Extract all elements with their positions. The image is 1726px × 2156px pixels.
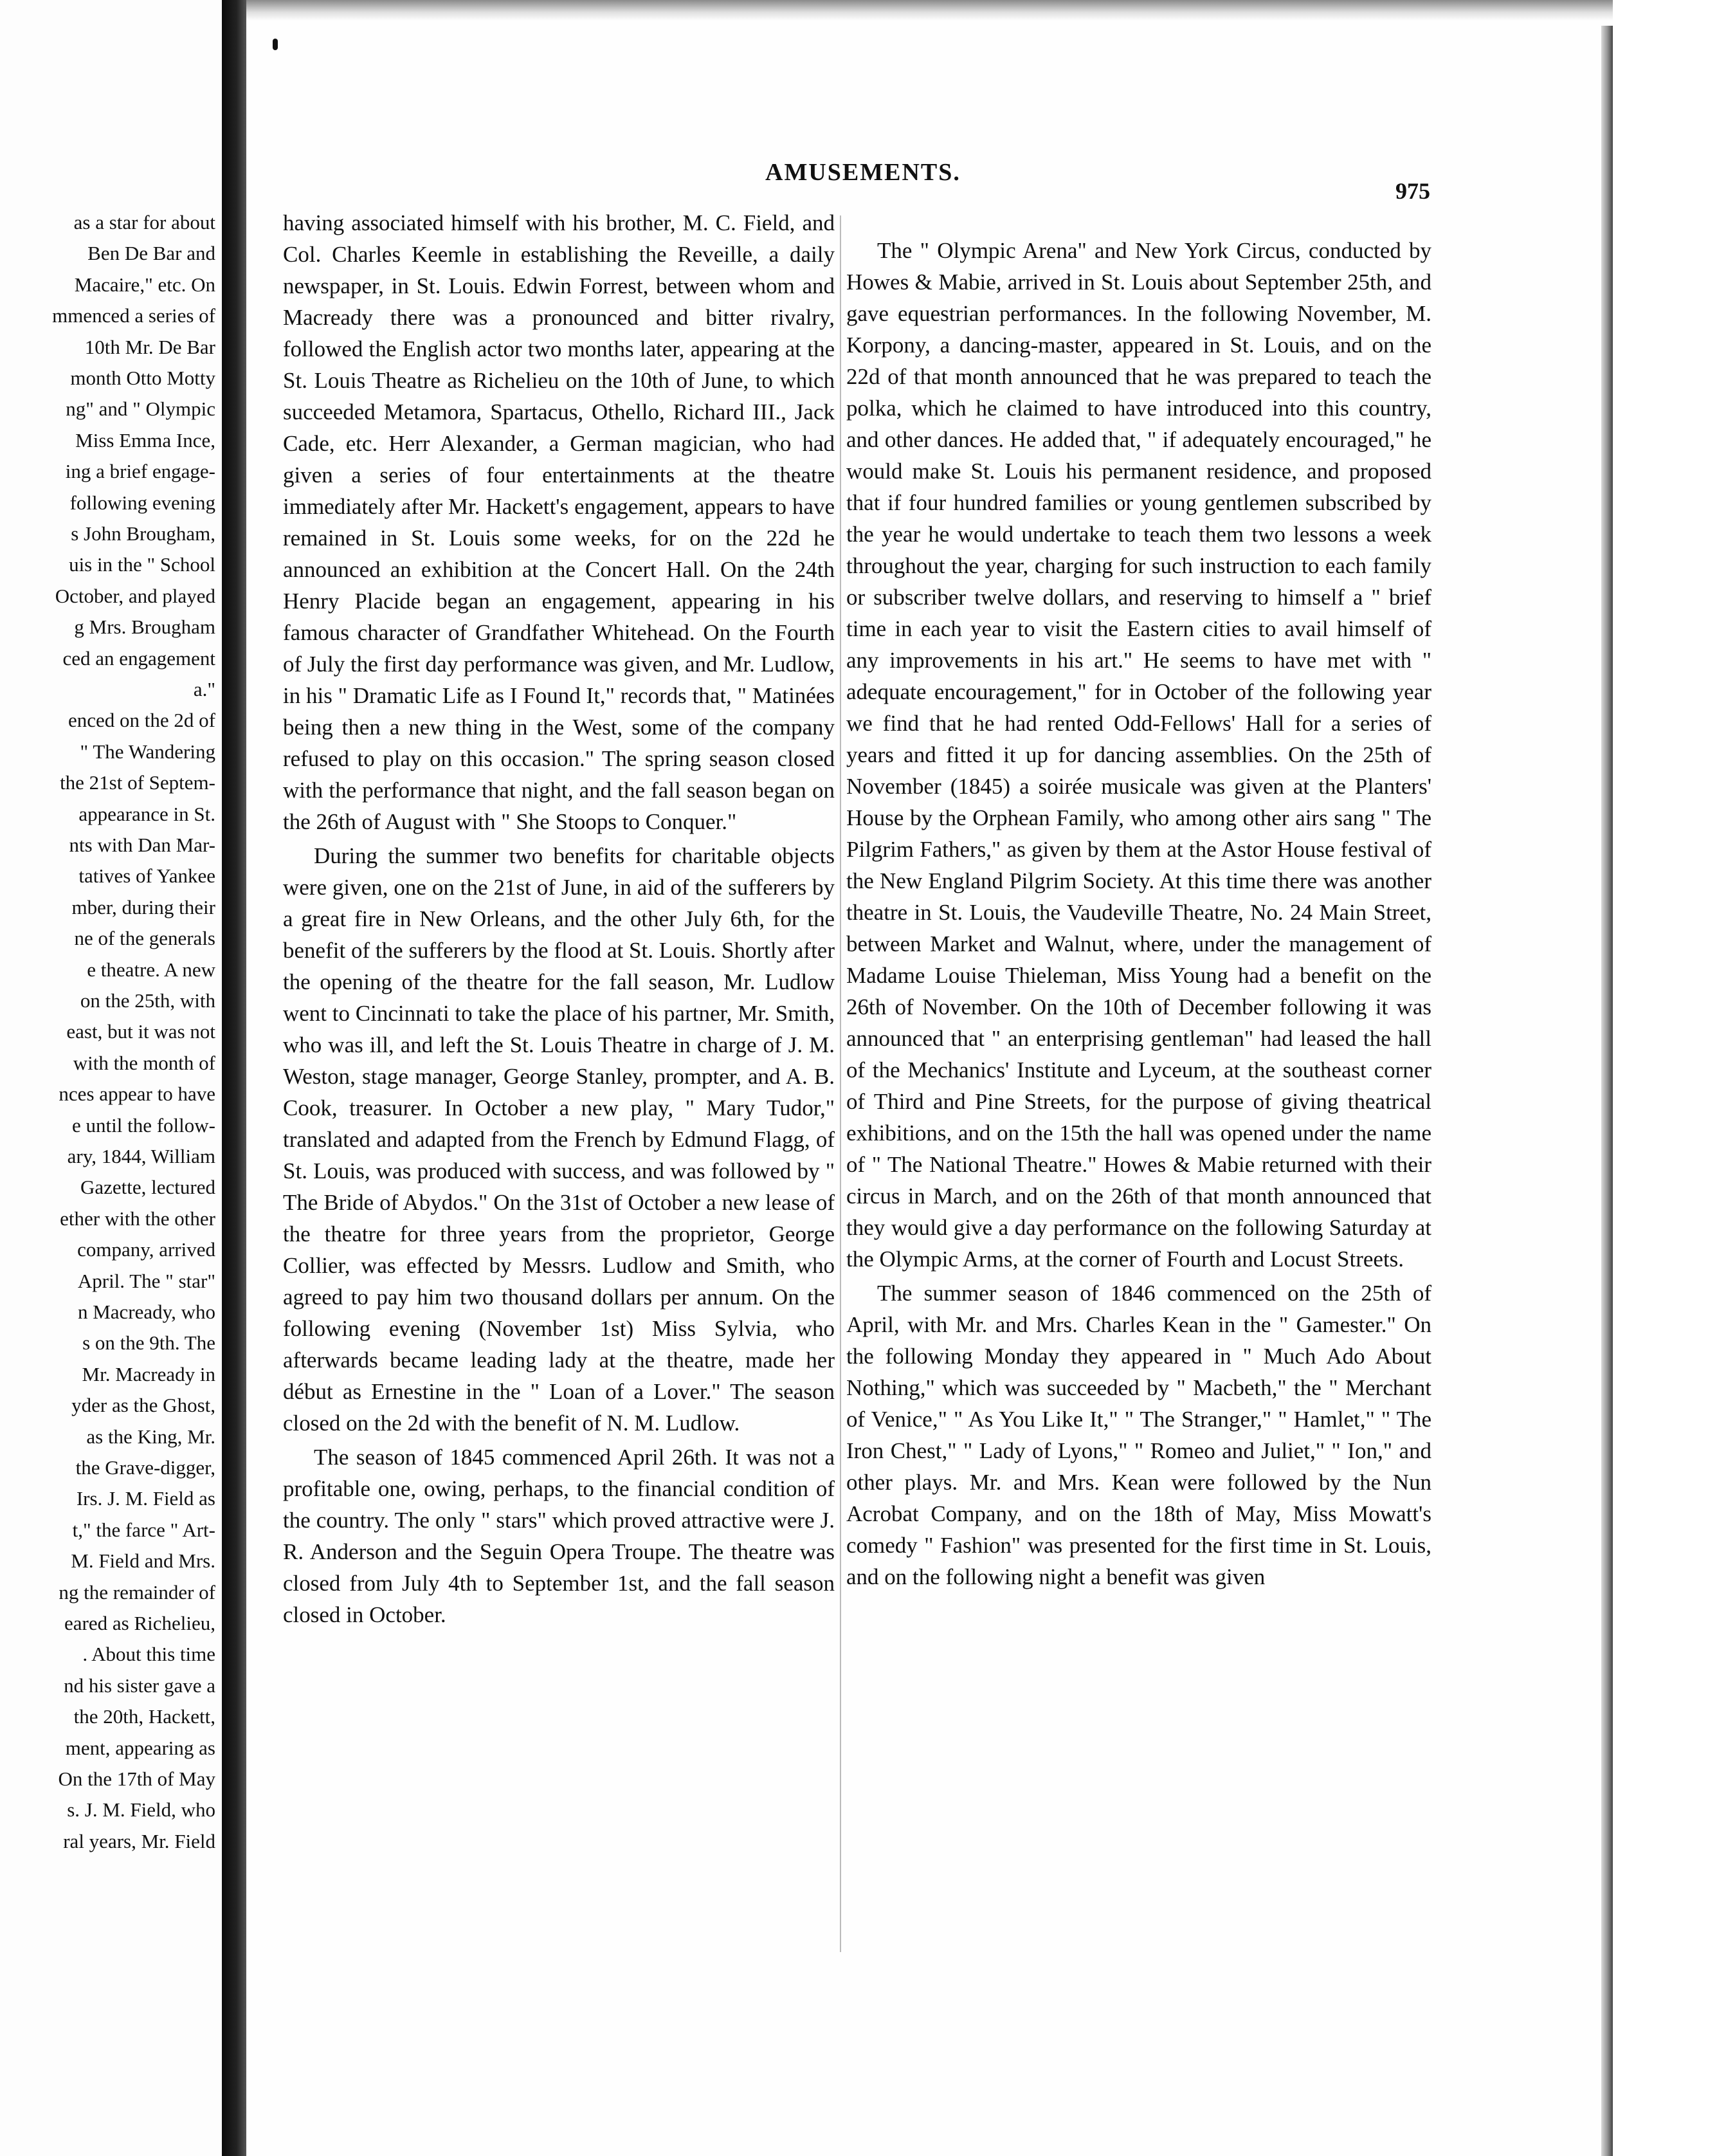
previous-page-line: ment, appearing as <box>65 1736 215 1759</box>
previous-page-line: M. Field and Mrs. <box>71 1549 215 1573</box>
previous-page-line: nd his sister gave a <box>64 1674 215 1697</box>
previous-page-line: ary, 1844, William <box>67 1145 215 1167</box>
previous-page-line: Miss Emma Ince, <box>75 428 215 452</box>
previous-page-line: Ben De Bar and <box>87 242 215 265</box>
previous-page-line: ne of the generals <box>74 927 215 950</box>
paragraph: The " Olympic Arena" and New York Circus, conducted by Howes & Mabie, arrived in St. Louis about September 25th, and gave equestrian performances. In the following November, M. Korpony, a dancing-master, appeared in St. Louis, and on the 22d of that month announced that he was prepared to teach the polka, which he claimed to have introduced into this country, and other dances. He added that, " if adequately encouraged," he would make St. Louis his permanent residence, and proposed that if four hundred families or young gentlemen subscribed by the year he would undertake to teach them two lessons a week throughout the year, charging for such instruction to each family or subscriber twelve dollars, and reserving to himself a " brief time in each year to visit the Eastern cities to avail himself of any improvements in his art." He seems to have met with " adequate encouragement," for in October of the following year we find that he had rented Odd-Fellows' Hall for a series of years and fitted it up for dancing assemblies. On the 25th of November (1845) a soirée musicale was given at the Planters' House by the Orphean Family, who among other airs sang " The Pilgrim Fathers," as given by them at the Astor House festival of the New England Pilgrim Society. At this time there was another theatre in St. Louis, the Vaudeville Theatre, No. 24 Main Street, between Market and Walnut, where, under the management of Madame Louise Thieleman, Miss Young had a benefit on the 26th of November. On the 10th of December following it was announced that " an enterprising gentleman" had leased the hall of the Mechanics' Institute and Lyceum, at the southeast corner of Third and Pine Streets, for the purpose of giving theatrical exhibitions, and on the 15th the hall was opened under the name of " The National Theatre." Howes & Mabie returned with their circus in March, and on the 26th of that month announced that they would give a day performance on the following Saturday at the Olympic Arms, at the corner of Fourth and Locust Streets. <box>846 238 1431 1272</box>
previous-page-line: company, arrived <box>77 1238 215 1261</box>
previous-page-line: the Grave-digger, <box>75 1456 215 1479</box>
previous-page-line: e theatre. A new <box>87 958 215 981</box>
previous-page-line: Irs. J. M. Field as <box>76 1487 215 1510</box>
ink-mark <box>273 39 278 50</box>
paragraph: having associated himself with his brother, M. C. Field, and Col. Charles Keemle in establishing the Reveille, a daily newspaper, in St. Louis. Edwin Forrest, between whom and Macready there was a pronounced and bitter rivalry, followed the English actor two months later, appearing at the St. Louis Theatre as Richelieu on the 10th of June, to which succeeded Metamora, Spartacus, Othello, Richard III., Jack Cade, etc. Herr Alexander, a German magician, who had given a series of four entertainments at the theatre immediately after Mr. Hackett's engagement, appears to have remained in St. Louis some weeks, for on the 22d he announced an exhibition at the Concert Hall. On the 24th Henry Placide began an engagement, appearing in his famous character of Grandfather Whitehead. On the Fourth of July the first day performance was given, and Mr. Ludlow, in his " Dramatic Life as I Found It," records that, " Matinées being then a new thing in the West, some of the company refused to play on this occasion." The spring season closed with the performance that night, and the fall season began on the 26th of August with " She Stoops to Conquer." <box>283 210 835 834</box>
previous-page-line: the 20th, Hackett, <box>73 1705 215 1728</box>
previous-page-line: following evening <box>69 491 215 514</box>
previous-page-line: n Macready, who <box>77 1301 215 1323</box>
previous-page-line: yder as the Ghost, <box>71 1394 215 1417</box>
page-number: 975 <box>1395 178 1430 204</box>
running-header-title: AMUSEMENTS. <box>765 159 961 186</box>
previous-page-line: s. J. M. Field, who <box>67 1798 215 1822</box>
previous-page-line: as the King, Mr. <box>86 1425 215 1448</box>
previous-page-line: enced on the 2d of <box>68 709 215 732</box>
previous-page-line: mmenced a series of <box>52 304 215 327</box>
previous-page-line: s on the 9th. The <box>82 1331 215 1355</box>
previous-page-line: with the month of <box>73 1051 215 1074</box>
previous-page-line: s John Brougham, <box>71 522 215 545</box>
previous-page-line: ng the remainder of <box>59 1580 215 1603</box>
page-top-shadow <box>246 0 1613 21</box>
previous-page-line: mber, during their <box>71 895 215 918</box>
previous-page-line: as a star for about <box>73 211 215 233</box>
previous-page-line: " The Wandering <box>80 740 215 763</box>
previous-page-line: the 21st of Septem- <box>60 771 215 794</box>
previous-page-fragment <box>0 0 222 2156</box>
previous-page-line: a." <box>193 678 215 700</box>
previous-page-line: g Mrs. Brougham <box>74 616 215 639</box>
previous-page-line: ced an engagement <box>62 646 215 670</box>
previous-page-line: On the 17th of May <box>58 1768 215 1790</box>
right-text-column <box>846 235 1431 1593</box>
previous-page-line: nts with Dan Mar- <box>69 834 215 856</box>
paragraph: During the summer two benefits for charitable objects were given, one on the 21st of June, in aid of the sufferers by a great fire in New Orleans, and the other July 6th, for the benefit of the sufferers by the flood at St. Louis. Shortly after the opening of the theatre for the fall season, Mr. Ludlow went to Cincinnati to take the place of his partner, Mr. Smith, who was ill, and left the St. Louis Theatre in charge of J. M. Weston, stage manager, George Stanley, prompter, and A. B. Cook, treasurer. In October a new play, " Mary Tudor," translated and adapted from the French by Edmund Flagg, of St. Louis, was produced with success, and was followed by " The Bride of Abydos." On the 31st of October a new lease of the theatre for three years from the proprietor, George Collier, was effected by Messrs. Ludlow and Smith, who agreed to pay him two thousand dollars per annum. On the following evening (November 1st) Miss Sylvia, who afterwards became leading lady at the theatre, made her début as Ernestine in the " Loan of a Lover." The season closed on the 2d with the benefit of N. M. Ludlow. <box>283 843 835 1436</box>
page-right-edge <box>1601 26 1613 2156</box>
previous-page-line: nces appear to have <box>59 1083 215 1106</box>
previous-page-line: appearance in St. <box>78 802 215 825</box>
previous-page-line: Gazette, lectured <box>80 1176 215 1199</box>
previous-page-line: ing a brief engage- <box>65 460 215 483</box>
paragraph: The season of 1845 commenced April 26th. It was not a profitable one, owing, perhaps, to the financial condition of the country. The only " stars" which proved attractive were J. R. Anderson and the Seguin Opera Troupe. The theatre was closed from July 4th to September 1st, and the fall season closed in October. <box>283 1445 835 1627</box>
previous-page-line: April. The " star" <box>77 1269 215 1292</box>
previous-page-line: tatives of Yankee <box>78 864 215 888</box>
left-text-column <box>283 207 835 1631</box>
previous-page-line: month Otto Motty <box>70 367 215 389</box>
previous-page-line: 10th Mr. De Bar <box>84 335 215 358</box>
previous-page-line: uis in the " School <box>69 553 215 576</box>
previous-page-line: ral years, Mr. Field <box>63 1829 215 1852</box>
previous-page-line: ether with the other <box>60 1207 215 1230</box>
paragraph: The summer season of 1846 commenced on the 25th of April, with Mr. and Mrs. Charles Kean in the " Gamester." On the following Monday they appeared in " Much Ado About Nothing," which was succeeded by " Macbeth," the " Merchant of Venice," " As You Like It," " The Stranger," " Hamlet," " The Iron Chest," " Lady of Lyons," " Romeo and Juliet," " Ion," and other plays. Mr. and Mrs. Kean were followed by the Nun Acrobat Company, and on the 18th of May, Miss Mowatt's comedy " Fashion" was presented for the first time in St. Louis, and on the following night a benefit was given <box>846 1281 1431 1589</box>
previous-page-line: ng" and " Olympic <box>66 397 215 421</box>
previous-page-line: e until the follow- <box>72 1113 215 1137</box>
previous-page-line: October, and played <box>55 584 215 607</box>
previous-page-line: east, but it was not <box>66 1020 215 1043</box>
previous-page-line: t," the farce " Art- <box>72 1518 215 1541</box>
previous-page-line: on the 25th, with <box>80 989 215 1012</box>
previous-page-line: Mr. Macready in <box>82 1362 215 1385</box>
book-spine-shadow <box>222 0 246 2156</box>
column-divider <box>840 215 841 1952</box>
previous-page-line: . About this time <box>82 1643 215 1666</box>
previous-page-line: eared as Richelieu, <box>64 1612 215 1634</box>
previous-page-line: Macaire," etc. On <box>74 273 215 296</box>
